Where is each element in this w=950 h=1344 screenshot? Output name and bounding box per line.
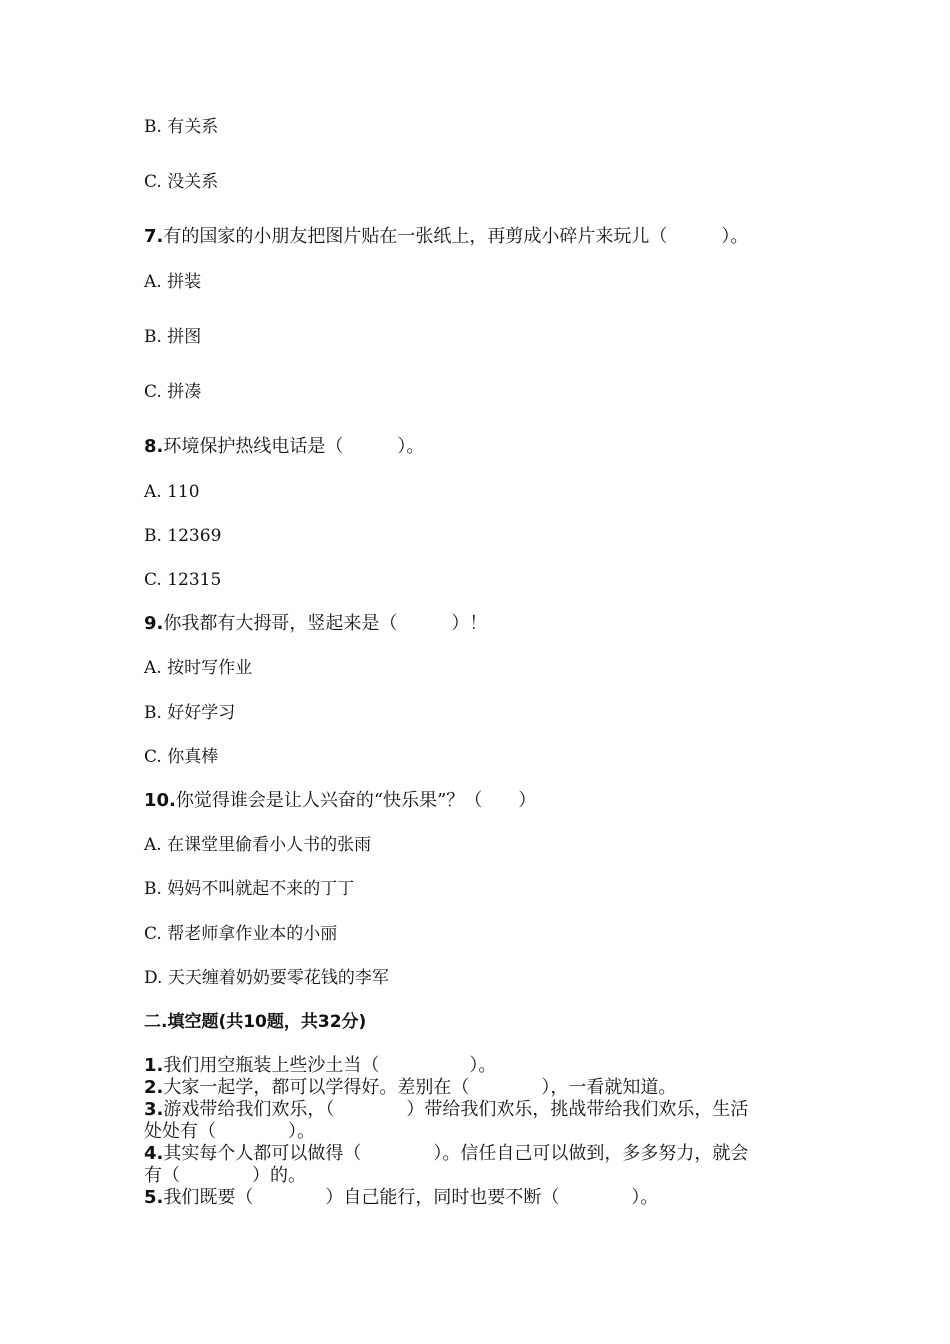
q10-stem (144, 790, 536, 812)
fill-item-5 (144, 1187, 658, 1209)
q10-option-c: C. 帮老师拿作业本的小丽 (144, 924, 338, 944)
q8-option-a: A. 110 (144, 482, 200, 502)
q8-stem (144, 436, 424, 458)
q7-option-a: A. 拼装 (144, 272, 202, 292)
fill-1-number: 1. (144, 1055, 164, 1076)
fill-5-line-1: 我们既要（ ）自己能行，同时也要不断（ ）。 (163, 1187, 659, 1208)
fill-3-line-2: 处处有（ ）。 (144, 1121, 315, 1142)
q10-text: 你觉得谁会是让人兴奋的“快乐果”？（ ） (175, 790, 537, 811)
q10-number: 10. (144, 790, 176, 811)
fill-1-line-1: 我们用空瓶装上些沙土当（ ）。 (163, 1055, 497, 1076)
q9-stem (144, 613, 487, 635)
q8-text: 环境保护热线电话是（ ）。 (163, 436, 425, 457)
q8-option-b: B. 12369 (144, 526, 222, 546)
q8-option-c: C. 12315 (144, 570, 222, 590)
fill-4-line-2: 有（ ）的。 (144, 1165, 306, 1186)
fill-item-4 (144, 1143, 748, 1165)
fill-item-1 (144, 1055, 496, 1077)
section-2-title: 二.填空题(共10题，共32分) (144, 1012, 367, 1032)
q9-text: 你我都有大拇哥，竖起来是（ ）！ (163, 613, 488, 634)
q10-option-b: B. 妈妈不叫就起不来的丁丁 (144, 879, 355, 899)
q7-number: 7. (144, 226, 164, 247)
fill-4-line-1: 其实每个人都可以做得（ ）。信任自己可以做到，多多努力，就会 (163, 1143, 749, 1164)
q7-text: 有的国家的小朋友把图片贴在一张纸上，再剪成小碎片来玩儿（ ）。 (163, 226, 749, 247)
fill-item-2 (144, 1077, 676, 1099)
q9-option-a: A. 按时写作业 (144, 658, 253, 678)
fill-3-line-1: 游戏带给我们欢乐，（ ）带给我们欢乐，挑战带给我们欢乐，生活 (163, 1099, 749, 1120)
q9-number: 9. (144, 613, 164, 634)
q7-stem (144, 226, 748, 248)
fill-5-number: 5. (144, 1187, 164, 1208)
q10-option-d: D. 天天缠着奶奶要零花钱的李军 (144, 968, 389, 988)
q10-option-a: A. 在课堂里偷看小人书的张雨 (144, 835, 372, 855)
fill-3-number: 3. (144, 1099, 164, 1120)
fill-2-number: 2. (144, 1077, 164, 1098)
q7-option-c: C. 拼凑 (144, 382, 202, 402)
q6-option-b: B. 有关系 (144, 117, 219, 137)
q9-option-b: B. 好好学习 (144, 703, 236, 723)
fill-4-number: 4. (144, 1143, 164, 1164)
q6-option-c: C. 没关系 (144, 172, 219, 192)
q8-number: 8. (144, 436, 164, 457)
fill-item-3 (144, 1099, 748, 1121)
fill-2-line-1: 大家一起学，都可以学得好。差别在（ ），一看就知道。 (163, 1077, 677, 1098)
q7-option-b: B. 拼图 (144, 327, 202, 347)
q9-option-c: C. 你真棒 (144, 747, 219, 767)
